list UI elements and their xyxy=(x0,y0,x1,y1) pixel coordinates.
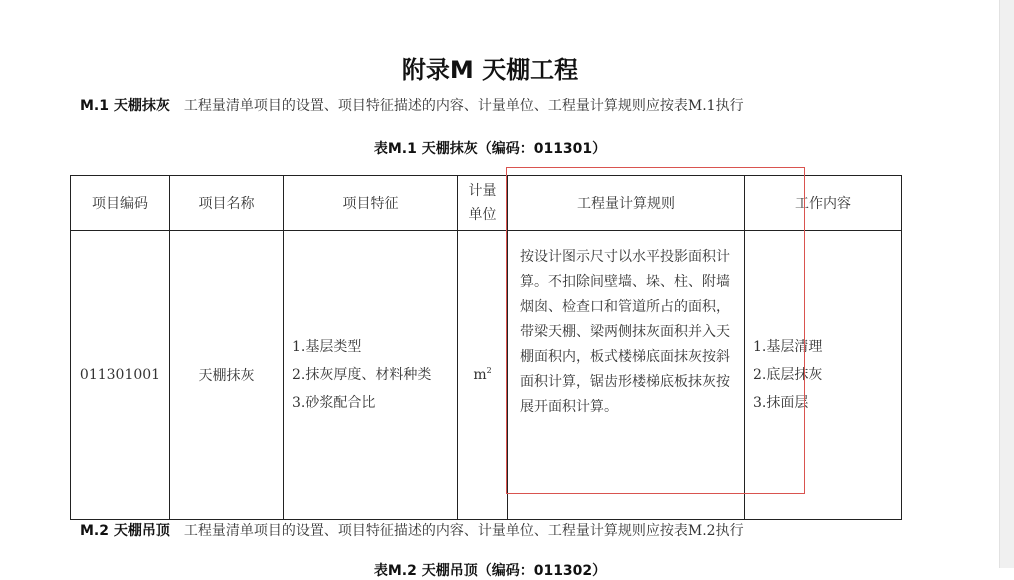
section-m2 xyxy=(80,521,744,541)
work-item: 1.基层清理 xyxy=(753,339,823,355)
header-code: 项目编码 xyxy=(71,176,170,231)
header-name: 项目名称 xyxy=(170,176,284,231)
header-work: 工作内容 xyxy=(745,176,902,231)
section-m1-heading: M.1 天棚抹灰 xyxy=(80,98,170,114)
section-m1-description: 工程量清单项目的设置、项目特征描述的内容、计量单位、工程量计算规则应按表M.1执行 xyxy=(183,98,744,114)
section-m2-heading: M.2 天棚吊顶 xyxy=(80,523,170,539)
header-unit xyxy=(458,176,508,231)
header-features: 项目特征 xyxy=(284,176,458,231)
table-header-row xyxy=(71,176,902,231)
feature-item: 3.砂浆配合比 xyxy=(292,395,376,411)
cell-unit xyxy=(458,231,508,520)
unit-superscript: 2 xyxy=(486,366,492,375)
feature-item: 1.基层类型 xyxy=(292,339,362,355)
page-edge xyxy=(999,0,1014,568)
header-rules: 工程量计算规则 xyxy=(508,176,745,231)
section-m2-description: 工程量清单项目的设置、项目特征描述的内容、计量单位、工程量计算规则应按表M.2执行 xyxy=(183,523,744,539)
table-m2-caption: 表M.2 天棚吊顶（编码：011302） xyxy=(373,563,607,579)
table-row xyxy=(71,231,902,520)
unit-base: m xyxy=(473,367,487,383)
header-unit-line1: 计量 xyxy=(468,183,497,199)
table-m1 xyxy=(70,175,902,520)
cell-name: 天棚抹灰 xyxy=(170,231,284,520)
cell-code: 011301001 xyxy=(71,231,170,520)
cell-work xyxy=(745,231,902,520)
header-unit-line2: 单位 xyxy=(468,207,497,223)
table-m1-caption: 表M.1 天棚抹灰（编码：011301） xyxy=(373,141,607,157)
work-item: 2.底层抹灰 xyxy=(753,367,823,383)
section-m1 xyxy=(80,96,744,116)
feature-item: 2.抹灰厚度、材料种类 xyxy=(292,367,432,383)
cell-features xyxy=(284,231,458,520)
cell-rules: 按设计图示尺寸以水平投影面积计算。不扣除间壁墙、垛、柱、附墙烟囱、检查口和管道所占的面积，带梁天棚、梁两侧抹灰面积并入天棚面积内，板式楼梯底面抹灰按斜面积计算，锯齿形楼梯底板抹灰按展开面积计算。 xyxy=(508,231,745,520)
work-item: 3.抹面层 xyxy=(753,395,809,411)
page-title: 附录M 天棚工程 xyxy=(401,56,579,84)
